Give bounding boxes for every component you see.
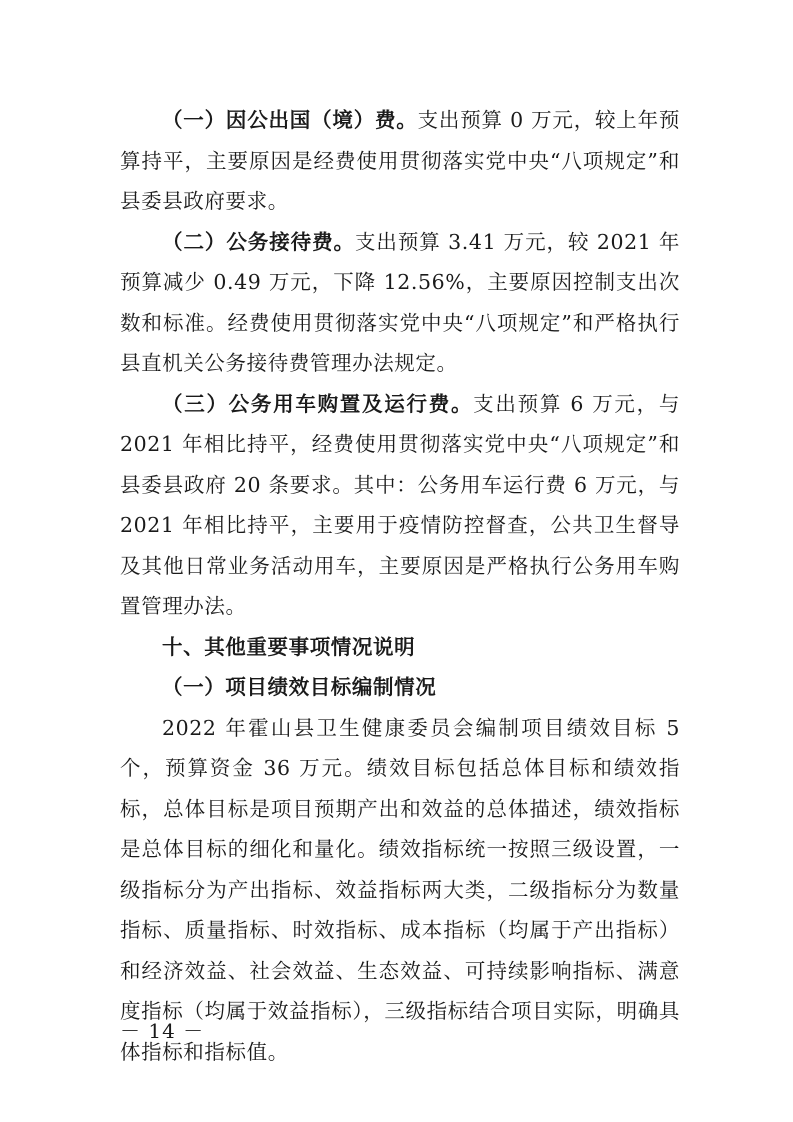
paragraph-lead: （三）公务用车购置及运行费。	[162, 391, 474, 416]
subsection-heading: （一）项目绩效目标编制情况	[162, 675, 437, 699]
paragraph-lead: （二）公务接待费。	[162, 229, 355, 254]
paragraph-text: 支出预算 6 万元，与 2021 年相比持平，经费使用贯彻落实党中央“八项规定”和县委县政府 20 条要求。其中：公务用车运行费 6 万元，与 2021 年相比持平，主要用于疫情防控督查，公共卫生督导及其他日常业务活动用车，主要原因是严格执行公务用车购置管理办法。	[120, 391, 680, 618]
paragraph-text: 支出预算 3.41 万元，较 2021 年预算减少 0.49 万元，下降 12.56%，主要原因控制支出次数和标准。经费使用贯彻落实党中央“八项规定”和严格执行县直机关公务接待费管理办法规定。	[120, 229, 680, 375]
paragraph-vehicle-expense	[120, 384, 680, 627]
paragraph-text: 支出预算 0 万元，较上年预算持平，主要原因是经费使用贯彻落实党中央“八项规定”和县委县政府要求。	[120, 108, 680, 213]
paragraph-overseas-expense	[120, 100, 680, 222]
paragraph-performance-goals: 2022 年霍山县卫生健康委员会编制项目绩效目标 5 个，预算资金 36 万元。绩效目标包括总体目标和绩效指标，总体目标是项目预期产出和效益的总体描述，绩效指标是总体目标的细化和量化。绩效指标统一按照三级设置，一级指标分为产出指标、效益指标两大类，二级指标分为数量指标、质量指标、时效指标、成本指标（均属于产出指标）和经济效益、社会效益、生态效益、可持续影响指标、满意度指标（均属于效益指标），三级指标结合项目实际，明确具体指标和指标值。	[120, 715, 680, 1064]
page-number: － 14 －	[120, 1019, 205, 1043]
section-heading: 十、其他重要事项情况说明	[162, 634, 416, 659]
paragraph-lead: （一）因公出国（境）费。	[162, 108, 418, 132]
paragraph-reception-expense	[120, 222, 680, 384]
document-body	[120, 100, 680, 1072]
